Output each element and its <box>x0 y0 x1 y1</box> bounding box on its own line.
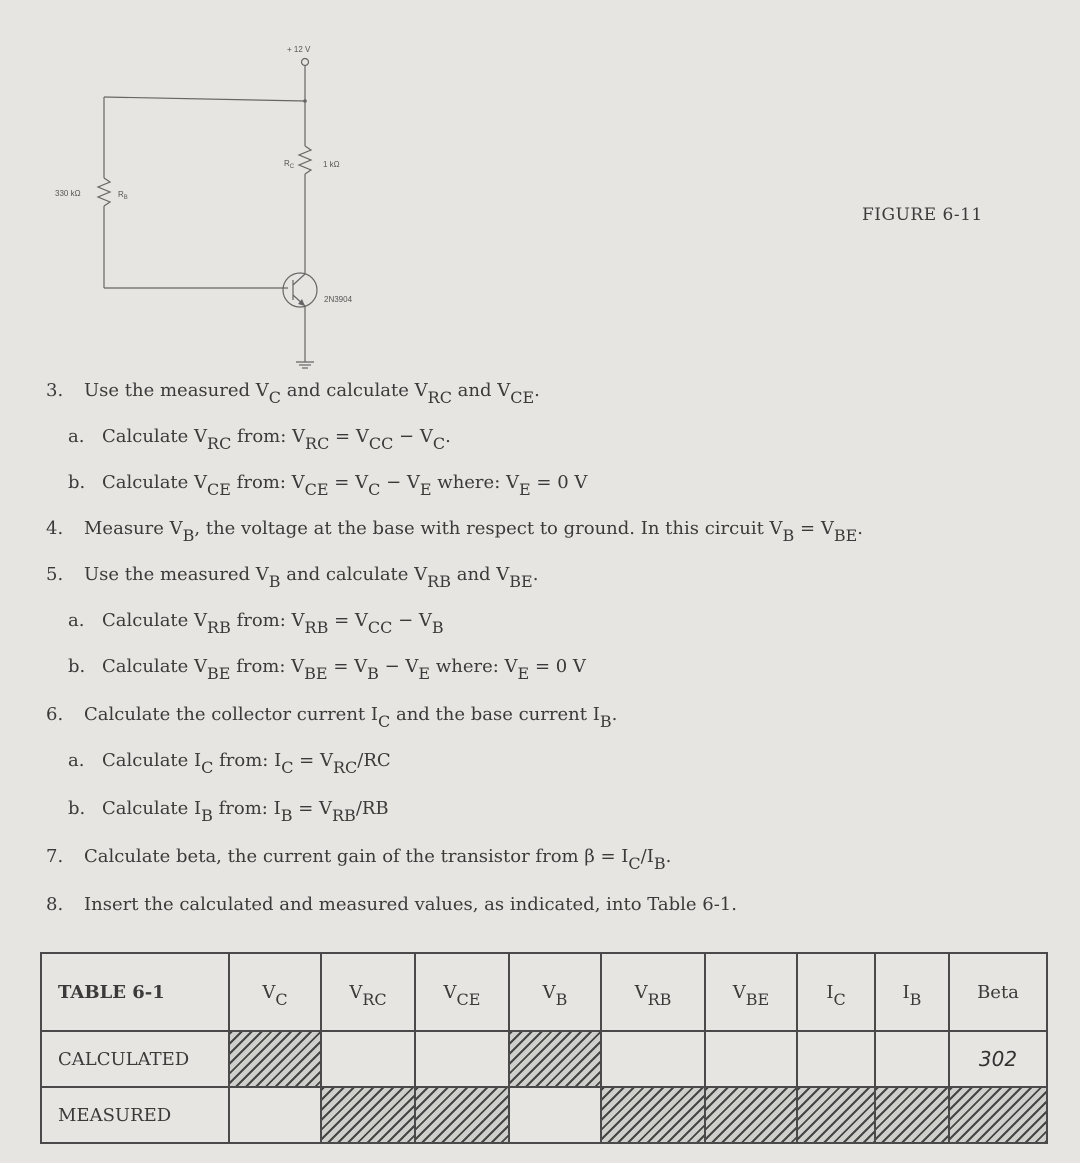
row-label-calculated: CALCULATED <box>41 1031 229 1087</box>
table-cell[interactable] <box>415 1031 509 1087</box>
step-3a: a. Calculate $V_{RC}$ from: $V_{RC} = V_{CC} - V_C$. <box>68 426 451 453</box>
transistor-label: 2N3904 <box>324 295 353 304</box>
handwritten-beta: 302 <box>978 1047 1018 1071</box>
table-row <box>41 1087 1047 1143</box>
col-vrc: $V_{RC}$ <box>321 953 415 1031</box>
table-header-row <box>41 953 1047 1031</box>
col-ic: $I_C$ <box>797 953 875 1031</box>
col-vb: $V_B$ <box>509 953 601 1031</box>
supply-label: + 12 V <box>287 45 311 54</box>
rb-sub: B <box>123 195 128 201</box>
table-6-1 <box>40 952 1048 1144</box>
row-label-measured: MEASURED <box>41 1087 229 1143</box>
col-beta: Beta <box>949 953 1047 1031</box>
rc-sub: C <box>289 164 295 170</box>
col-vc: $V_C$ <box>229 953 321 1031</box>
figure-caption: FIGURE 6-11 <box>862 205 983 225</box>
svg-text:RC <box>284 159 295 170</box>
circuit-schematic <box>0 0 1080 380</box>
hatched-cell <box>509 1031 601 1087</box>
step-5b: b. Calculate $V_{BE}$ from: $V_{BE} = V_B - V_E$ where: $V_E = 0$ V <box>68 656 586 683</box>
table-cell[interactable] <box>509 1087 601 1143</box>
table-cell[interactable] <box>601 1031 705 1087</box>
table-cell[interactable] <box>797 1031 875 1087</box>
table-row <box>41 1031 1047 1087</box>
table-caption: TABLE 6-1 <box>41 953 229 1031</box>
beta-calculated-cell[interactable] <box>949 1031 1047 1087</box>
col-vce: $V_{CE}$ <box>415 953 509 1031</box>
step-8: 8. Insert the calculated and measured values, as indicated, into Table 6-1. <box>46 894 737 915</box>
step-6a: a. Calculate $I_C$ from: $I_C = V_{RC}/RC$ <box>68 750 391 777</box>
step-6b: b. Calculate $I_B$ from: $I_B = V_{RB}/RB$ <box>68 798 389 825</box>
col-vbe: $V_{BE}$ <box>705 953 797 1031</box>
step-4: 4. Measure $V_B$, the voltage at the base with respect to ground. In this circuit $V_B = V_{BE}$. <box>46 518 863 545</box>
col-vrb: $V_{RB}$ <box>601 953 705 1031</box>
hatched-cell <box>949 1087 1047 1143</box>
hatched-cell <box>229 1031 321 1087</box>
rb-label: R <box>118 190 124 199</box>
step-3: 3. Use the measured $V_C$ and calculate $V_{RC}$ and $V_{CE}$. <box>46 380 540 407</box>
col-ib: $I_B$ <box>875 953 949 1031</box>
step-5a: a. Calculate $V_{RB}$ from: $V_{RB} = V_{CC} - V_B$ <box>68 610 444 637</box>
hatched-cell <box>415 1087 509 1143</box>
table-cell[interactable] <box>229 1087 321 1143</box>
hatched-cell <box>705 1087 797 1143</box>
step-6: 6. Calculate the collector current $I_C$ and the base current $I_B$. <box>46 704 618 731</box>
table-cell[interactable] <box>705 1031 797 1087</box>
step-7: 7. Calculate beta, the current gain of the transistor from $\beta = I_C/I_B$. <box>46 846 672 873</box>
rc-value: 1 kΩ <box>323 160 340 169</box>
rc-label: R <box>284 159 290 168</box>
hatched-cell <box>797 1087 875 1143</box>
table-cell[interactable] <box>875 1031 949 1087</box>
svg-text:RB <box>118 190 128 201</box>
hatched-cell <box>601 1087 705 1143</box>
step-5: 5. Use the measured $V_B$ and calculate $V_{RB}$ and $V_{BE}$. <box>46 564 539 591</box>
rb-value: 330 kΩ <box>55 189 81 198</box>
step-3b: b. Calculate $V_{CE}$ from: $V_{CE} = V_C - V_E$ where: $V_E = 0$ V <box>68 472 588 499</box>
table-cell[interactable] <box>321 1031 415 1087</box>
hatched-cell <box>875 1087 949 1143</box>
hatched-cell <box>321 1087 415 1143</box>
